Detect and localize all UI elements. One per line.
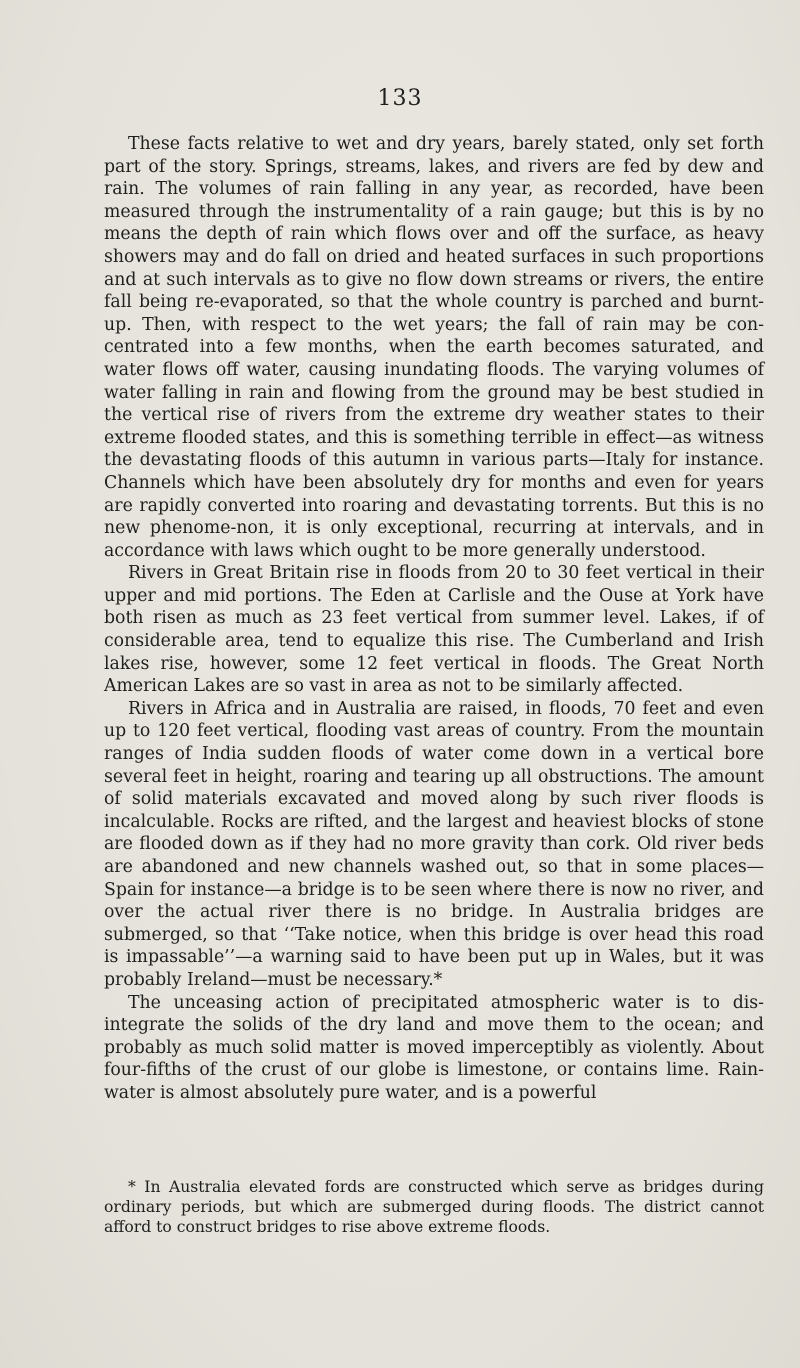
paragraph-rivers-great-britain: Rivers in Great Britain rise in floods from 20 to 30 feet vertical in their upper and mid portions. The Eden at Carlisle and the Ouse at York have both risen as much as 23 feet vertical from summer level. Lakes, if of considerable area, tend to equalize this rise. The Cumberland and Irish lakes rise, however, some 12 feet vertical in floods. The Great North American Lakes are so vast in area as not to be similarly affected. xyxy=(104,563,764,697)
paragraph-wet-dry-years: These facts relative to wet and dry years, barely stated, only set forth part of the story. Springs, streams, lakes, and rivers are fed by dew and rain. The volumes of rain falling in any year, as recorded, have been measured through the instrumentality of a rain gauge; but this is by no means the depth of rain which flows over and off the surface, as heavy showers may and do fall on dried and heated surfaces in such proportions and at such intervals as to give no flow down streams or rivers, the entire fall being re-evaporated, so that the whole country is parched and burnt-up. Then, with respect to the wet years; the fall of rain may be con-centrated into a few months, when the earth becomes saturated, and water flows off water, causing inundating floods. The varying volumes of water falling in rain and flowing from the ground may be best studied in the vertical rise of rivers from the extreme dry weather states to their extreme flooded states, and this is something terrible in effect—as witness the devastating floods of this autumn in various parts—Italy for instance. Channels which have been absolutely dry for months and even for years are rapidly converted into roaring and devastating torrents. But this is no new phenome-non, it is only exceptional, recurring at intervals, and in accordance with laws which ought to be more generally understood. xyxy=(104,134,764,561)
footnote-text: * In Australia elevated fords are constructed which serve as bridges during ordinary periods, but which are submerged during floods. The district cannot afford to construct bridges to rise above extreme floods. xyxy=(104,1178,764,1236)
page-number: 133 xyxy=(377,86,423,111)
footnote xyxy=(104,1177,764,1237)
paragraph-atmospheric-water: The unceasing action of precipitated atmospheric water is to dis-integrate the solids of the dry land and move them to the ocean; and probably as much solid matter is moved imperceptibly as violently. About four-fifths of the crust of our globe is limestone, or contains lime. Rain-water is almost absolutely pure water, and is a powerful xyxy=(104,992,764,1103)
body-text xyxy=(104,133,764,1105)
paragraph-rivers-africa-australia: Rivers in Africa and in Australia are raised, in floods, 70 feet and even up to 120 feet vertical, flooding vast areas of country. From the mountain ranges of India sudden floods of water come down in a vertical bore several feet in height, roaring and tearing up all obstructions. The amount of solid materials excavated and moved along by such river floods is incalculable. Rocks are rifted, and the largest and heaviest blocks of stone are flooded down as if they had no more gravity than cork. Old river beds are abandoned and new channels washed out, so that in some places—Spain for instance—a bridge is to be seen where there is now no river, and over the actual river there is no bridge. In Australia bridges are submerged, so that ‘‘Take notice, when this bridge is over head this road is impassable’’—a warning said to have been put up in Wales, but it was probably Ireland—must be necessary.* xyxy=(104,698,764,990)
